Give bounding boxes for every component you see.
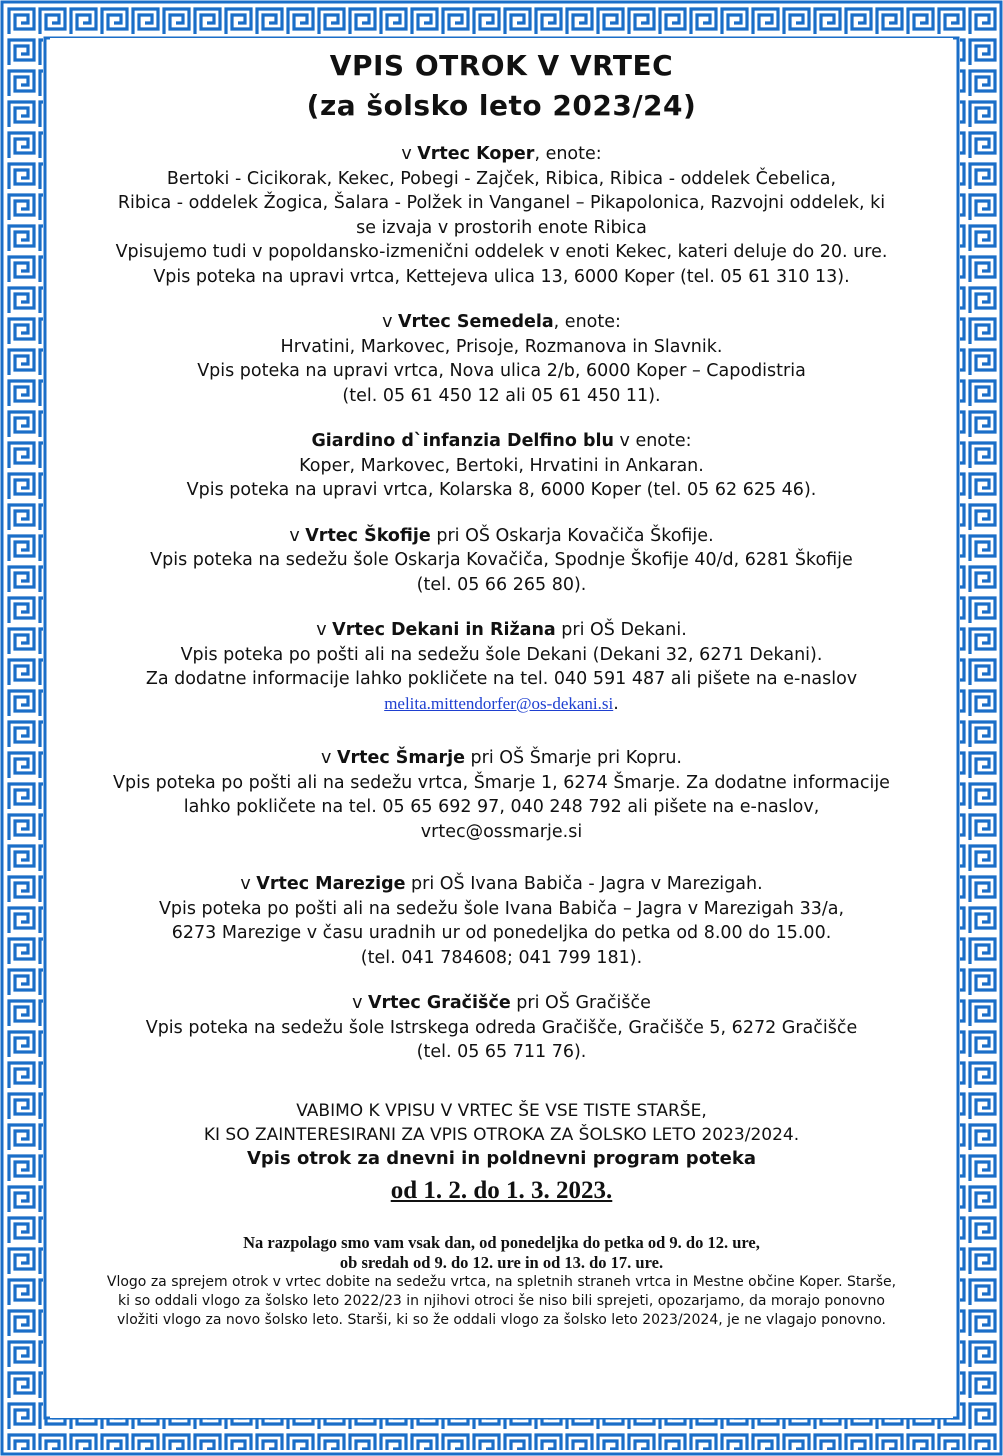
- section-line: se izvaja v prostorih enote Ribica: [356, 217, 647, 238]
- section-vrtec-semedela: [50, 310, 953, 408]
- section-vrtec-smarje: [50, 746, 953, 844]
- section-heading: v Vrtec Gračišče pri OŠ Gračišče: [352, 993, 651, 1013]
- section-line: Ribica - oddelek Žogica, Šalara - Polžek in Vanganel – Pikapolonica, Razvojni oddelek, ki: [117, 193, 886, 213]
- office-hours: [50, 1233, 953, 1330]
- section-line: Vpis poteka na sedežu šole Oskarja Kovačiča, Spodnje Škofije 40/d, 6281 Škofije: [150, 550, 853, 570]
- section-line: vrtec@ossmarje.si: [420, 821, 583, 842]
- section-heading: v Vrtec Dekani in Rižana pri OŠ Dekani.: [316, 620, 687, 640]
- section-vrtec-marezige: [50, 872, 953, 970]
- email-line: melita.mittendorfer@os-dekani.si.: [384, 693, 619, 714]
- section-heading: v Vrtec Šmarje pri OŠ Šmarje pri Kopru.: [321, 748, 682, 768]
- email-link-dekani[interactable]: melita.mittendorfer@os-dekani.si: [384, 693, 614, 713]
- section-vrtec-dekani: [50, 618, 953, 716]
- page-title: [50, 46, 953, 126]
- section-line: Vpis poteka po pošti ali na sedežu šole Dekani (Dekani 32, 6271 Dekani).: [180, 644, 823, 665]
- section-line: Za dodatne informacije lahko pokličete na tel. 040 591 487 ali pišete na e-naslov: [145, 669, 858, 689]
- section-heading: v Vrtec Škofije pri OŠ Oskarja Kovačiča Škofije.: [289, 525, 714, 546]
- closing-line: KI SO ZAINTERESIRANI ZA VPIS OTROKA ZA ŠOLSKO LETO 2023/2024.: [203, 1124, 800, 1145]
- section-line: Bertoki - Cicikorak, Kekec, Pobegi - Zajček, Ribica, Ribica - oddelek Čebelica,: [166, 168, 837, 189]
- section-line: 6273 Marezige v času uradnih ur od ponedeljka do petka od 8.00 do 15.00.: [171, 923, 832, 943]
- title-line-2: (za šolsko leto 2023/24): [306, 89, 697, 122]
- section-line: Vpisujemo tudi v popoldansko-izmenični oddelek v enoti Kekec, kateri deluje do 20. ure.: [115, 242, 888, 262]
- section-vrtec-gracisce: [50, 991, 953, 1065]
- document-body: [50, 38, 953, 1418]
- application-note: Vlogo za sprejem otrok v vrtec dobite na sedežu vrtca, na spletnih straneh vrtca in Mestne občine Koper. Starše, ki so oddali vlogo za šolsko leto 2022/23 in njihovi otroci še niso bili sprejeti, opozarjamo, da morajo ponovno vložiti vlogo za novo šolsko leto. Starši, ki so že oddali vlogo za šolsko leto 2023/2024, je ne vlagajo ponovno.: [106, 1273, 897, 1328]
- section-line: Vpis poteka na upravi vrtca, Kettejeva ulica 13, 6000 Koper (tel. 05 61 310 13).: [153, 266, 850, 287]
- section-line: Vpis poteka na upravi vrtca, Kolarska 8, 6000 Koper (tel. 05 62 625 46).: [186, 480, 817, 500]
- enrollment-dates: od 1. 2. do 1. 3. 2023.: [390, 1176, 613, 1204]
- section-line: Vpis poteka po pošti ali na sedežu vrtca, Šmarje 1, 6274 Šmarje. Za dodatne informacije: [113, 772, 890, 793]
- section-heading: v Vrtec Koper, enote:: [401, 144, 602, 164]
- section-heading: Giardino d`infanzia Delfino blu v enote:: [311, 431, 692, 451]
- section-line: Koper, Markovec, Bertoki, Hrvatini in Ankaran.: [299, 455, 704, 476]
- section-vrtec-skofije: [50, 524, 953, 598]
- section-line: (tel. 05 66 265 80).: [416, 574, 587, 595]
- closing-line: VABIMO K VPISU V VRTEC ŠE VSE TISTE STARŠE,: [296, 1100, 707, 1121]
- section-line: Vpis poteka na sedežu šole Istrskega odreda Gračišče, Gračišče 5, 6272 Gračišče: [145, 1017, 858, 1038]
- section-line: (tel. 05 65 711 76).: [416, 1042, 587, 1062]
- closing-invitation: [50, 1099, 953, 1209]
- closing-line: Vpis otrok za dnevni in poldnevni program poteka: [246, 1147, 756, 1169]
- section-line: Hrvatini, Markovec, Prisoje, Rozmanova in Slavnik.: [280, 336, 723, 357]
- section-line: (tel. 041 784608; 041 799 181).: [360, 947, 643, 968]
- hours-line: Na razpolago smo vam vsak dan, od ponedeljka do petka od 9. do 12. ure,: [243, 1232, 760, 1252]
- section-heading: v Vrtec Marezige pri OŠ Ivana Babiča - Jagra v Marezigah.: [240, 874, 763, 894]
- section-delfino-blu: [50, 429, 953, 503]
- section-line: Vpis poteka po pošti ali na sedežu šole Ivana Babiča – Jagra v Marezigah 33/a,: [158, 898, 845, 919]
- section-vrtec-koper: [50, 142, 953, 289]
- section-line: (tel. 05 61 450 12 ali 05 61 450 11).: [342, 385, 661, 406]
- title-line-1: VPIS OTROK V VRTEC: [329, 49, 674, 82]
- hours-line: ob sredah od 9. do 12. ure in od 13. do 17. ure.: [339, 1252, 664, 1272]
- section-line: Vpis poteka na upravi vrtca, Nova ulica 2/b, 6000 Koper – Capodistria: [197, 361, 806, 381]
- section-line: lahko pokličete na tel. 05 65 692 97, 040 248 792 ali pišete na e-naslov,: [183, 797, 820, 817]
- section-heading: v Vrtec Semedela, enote:: [382, 312, 621, 332]
